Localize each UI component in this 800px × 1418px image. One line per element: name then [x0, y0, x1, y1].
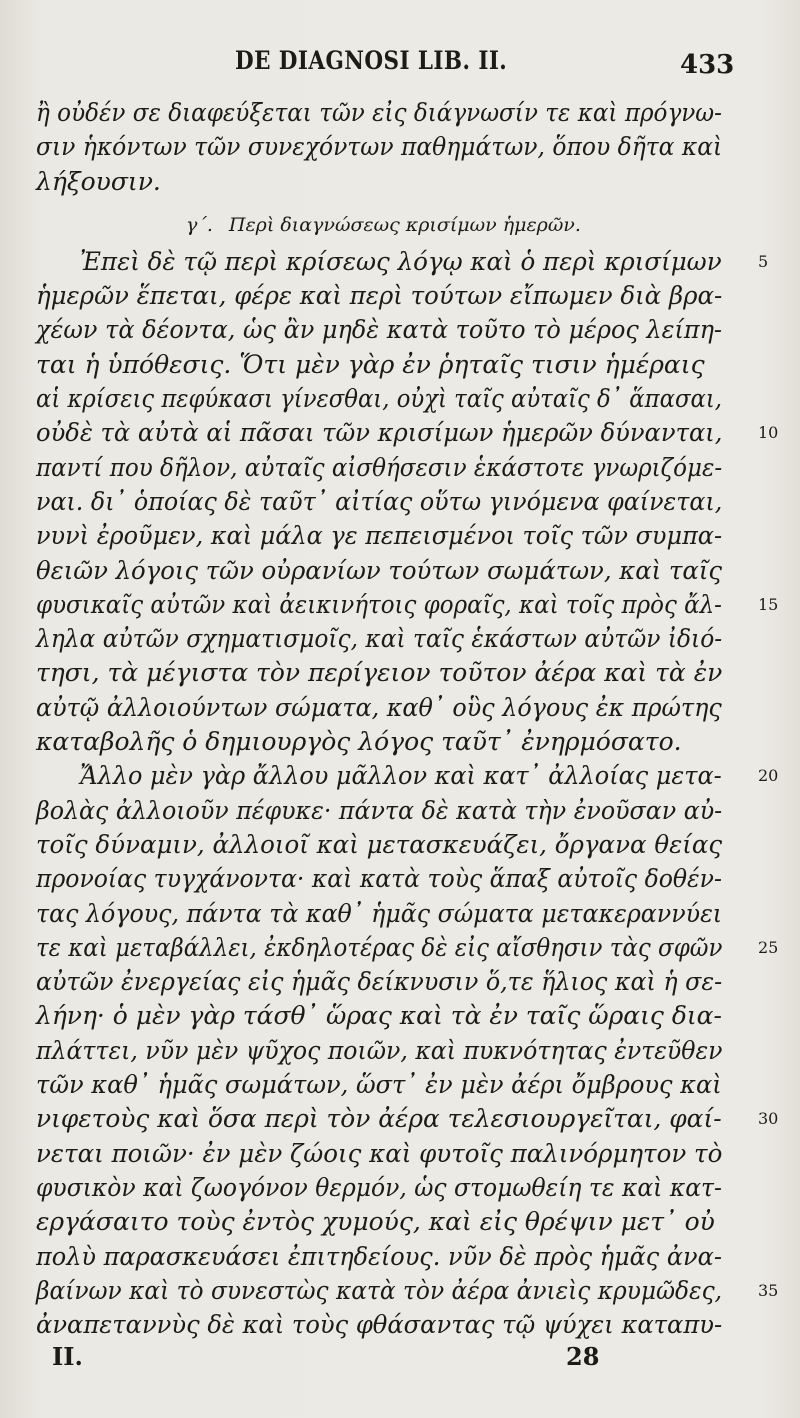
- line-text: τας λόγους, πάντα τὰ καθ᾽ ἡμᾶς σώματα μετακεραννύει: [36, 898, 723, 928]
- text-line: [36, 1068, 726, 1102]
- text-line: [36, 588, 779, 622]
- page-number: 433: [680, 50, 735, 80]
- text-line: [36, 1240, 726, 1274]
- text-line: [36, 1137, 726, 1171]
- text-line: [36, 245, 769, 279]
- line-text: εργάσαιτο τοὺς ἐντὸς χυμούς, καὶ εἰς θρέψιν μετ᾽ οὐ: [36, 1207, 715, 1237]
- line-text: φυσικὸν καὶ ζωογόνον θερμόν, ὡς στομωθείη τε καὶ κατ-: [36, 1172, 722, 1202]
- text-line: [36, 931, 779, 965]
- line-text: βολὰς ἀλλοιοῦν πέφυκε· πάντα δὲ κατὰ τὴν ἐνοῦσαν αὐ-: [36, 795, 723, 825]
- line-number: 15: [758, 594, 779, 614]
- line-text: ται ἡ ὑπόθεσις. Ὅτι μὲν γὰρ ἐν ῥηταῖς τισιν ἡμέραις: [36, 349, 705, 379]
- text-line: [36, 130, 726, 164]
- text-line: [36, 897, 726, 931]
- line-text: ἢ οὐδέν σε διαφεύξεται τῶν εἰς διάγνωσίν τε καὶ πρόγνω-: [36, 98, 722, 127]
- line-text: ναι. δι᾽ ὁποίας δὲ ταῦτ᾽ αἰτίας οὕτω γινόμενα φαίνεται,: [36, 486, 723, 516]
- line-text: θειῶν λόγοις τῶν οὐρανίων τούτων σωμάτων, καὶ ταῖς: [36, 555, 722, 585]
- line-text: νεται ποιῶν· ἐν μὲν ζώοις καὶ φυτοῖς παλινόρμητον τὸ: [36, 1138, 723, 1168]
- line-text: οὐδὲ τὰ αὐτὰ αἱ πᾶσαι τῶν κρισίμων ἡμερῶν δύνανται,: [36, 418, 723, 448]
- text-line: [36, 622, 726, 656]
- line-text: χέων τὰ δέοντα, ὡς ἂν μηδὲ κατὰ τοῦτο τὸ μέρος λείπη-: [36, 315, 723, 345]
- text-line: [36, 1102, 779, 1136]
- text-line: [36, 691, 726, 725]
- page-header: [0, 38, 800, 86]
- line-number: 35: [758, 1280, 779, 1300]
- line-number: 5: [758, 251, 769, 271]
- text-line: [36, 794, 726, 828]
- line-text: τε καὶ μεταβάλλει, ἐκδηλοτέρας δὲ εἰς αἴσθησιν τὰς σφῶν: [36, 932, 723, 962]
- section-title: Περὶ διαγνώσεως κρισίμων ἡμερῶν.: [228, 213, 581, 236]
- line-text: Ἄλλο μὲν γὰρ ἄλλου μᾶλλον καὶ κατ᾽ ἀλλοίας μετα-: [80, 761, 722, 791]
- signature-number: 28: [566, 1342, 600, 1371]
- text-line: [36, 519, 726, 553]
- page-footer: [0, 1342, 800, 1382]
- section-heading: [36, 205, 726, 245]
- text-line: [36, 828, 726, 862]
- text-line: [36, 451, 726, 485]
- line-text: σιν ἡκόντων τῶν συνεχόντων παθημάτων, ὅπου δῆτα καὶ: [36, 132, 723, 162]
- line-text: φυσικαῖς αὐτῶν καὶ ἀεικινήτοις φοραῖς, καὶ τοῖς πρὸς ἄλ-: [36, 589, 722, 619]
- section-number: γ΄.: [186, 213, 213, 236]
- text-line: [36, 965, 726, 999]
- line-text: τῶν καθ᾽ ἡμᾶς σωμάτων, ὥστ᾽ ἐν μὲν ἀέρι ὄμβρους καὶ: [36, 1070, 722, 1100]
- line-text: αὐτῷ ἀλλοιούντων σώματα, καθ᾽ οὓς λόγους ἐκ πρώτης: [36, 692, 722, 722]
- text-line: [36, 96, 726, 130]
- line-number: 30: [758, 1109, 779, 1129]
- line-number: 10: [758, 423, 779, 443]
- line-text: ἀναπεταννὺς δὲ καὶ τοὺς φθάσαντας τῷ ψύχει καταπυ-: [36, 1310, 723, 1340]
- line-text: Ἐπεὶ δὲ τῷ περὶ κρίσεως λόγῳ καὶ ὁ περὶ κρισίμων: [80, 246, 722, 276]
- line-text: καταβολῆς ὁ δημιουργὸς λόγος ταῦτ᾽ ἐνηρμόσατο.: [36, 727, 682, 757]
- line-text: προνοίας τυγχάνοντα· καὶ κατὰ τοὺς ἅπαξ αὐτοῖς δοθέν-: [36, 864, 722, 894]
- text-line: [36, 485, 726, 519]
- line-text: τοῖς δύναμιν, ἀλλοιοῖ καὶ μετασκευάζει, ὄργανα θείας: [36, 829, 723, 859]
- line-text: νυνὶ ἐροῦμεν, καὶ μάλα γε πεπεισμένοι τοῖς τῶν συμπα-: [36, 521, 723, 551]
- line-text: αὐτῶν ἐνεργείας εἰς ἡμᾶς δείκνυσιν ὅ,τε ἥλιος καὶ ἡ σε-: [36, 967, 723, 997]
- text-line: [36, 279, 726, 313]
- line-text: πολὺ παρασκευάσει ἐπιτηδείους. νῦν δὲ πρὸς ἡμᾶς ἀνα-: [36, 1241, 722, 1271]
- line-text: αἱ κρίσεις πεφύκασι γίνεσθαι, οὐχὶ ταῖς αὐταῖς δ᾽ ἅπασαι,: [36, 384, 722, 414]
- text-line: [36, 1274, 779, 1308]
- text-line: [36, 1308, 726, 1342]
- text-line: [36, 656, 726, 690]
- running-head: DE DIAGNOSI LIB. II.: [235, 46, 508, 75]
- line-text: λήξουσιν.: [36, 166, 161, 196]
- line-number: 25: [758, 937, 779, 957]
- signature-mark: II.: [52, 1342, 83, 1371]
- line-text: λήνη· ὁ μὲν γὰρ τάσθ᾽ ὥρας καὶ τὰ ἐν ταῖς ὥραις δια-: [36, 1001, 722, 1031]
- text-line: [36, 862, 726, 896]
- text-line: [36, 165, 726, 199]
- text-line: [36, 1171, 726, 1205]
- text-line: [36, 999, 726, 1033]
- text-line: [36, 313, 726, 347]
- text-line: [36, 759, 779, 793]
- line-text: ληλα αὐτῶν σχηματισμοῖς, καὶ ταῖς ἑκάστων αὐτῶν ἰδιό-: [36, 624, 723, 654]
- line-text: ἡμερῶν ἕπεται, φέρε καὶ περὶ τούτων εἴπωμεν διὰ βρα-: [36, 281, 723, 311]
- line-text: τησι, τὰ μέγιστα τὸν περίγειον τοῦτον ἀέρα καὶ τὰ ἐν: [36, 658, 723, 688]
- text-line: [36, 554, 726, 588]
- text-line: [36, 1205, 726, 1239]
- text-line: [36, 382, 726, 416]
- text-body: [36, 96, 779, 1342]
- line-text: νιφετοὺς καὶ ὅσα περὶ τὸν ἀέρα τελεσιουργεῖται, φαί-: [36, 1104, 722, 1134]
- line-text: βαίνων καὶ τὸ συνεστὼς κατὰ τὸν ἀέρα ἀνιεὶς κρυμῶδες,: [36, 1275, 723, 1305]
- line-text: πλάττει, νῦν μὲν ψῦχος ποιῶν, καὶ πυκνότητας ἐντεῦθεν: [36, 1035, 723, 1065]
- text-line: [36, 416, 779, 450]
- text-line: [36, 725, 726, 759]
- text-line: [36, 348, 726, 382]
- line-text: παντί που δῆλον, αὐταῖς αἰσθήσεσιν ἑκάστοτε γνωριζόμε-: [36, 452, 723, 482]
- text-line: [36, 1034, 726, 1068]
- line-number: 20: [758, 766, 779, 786]
